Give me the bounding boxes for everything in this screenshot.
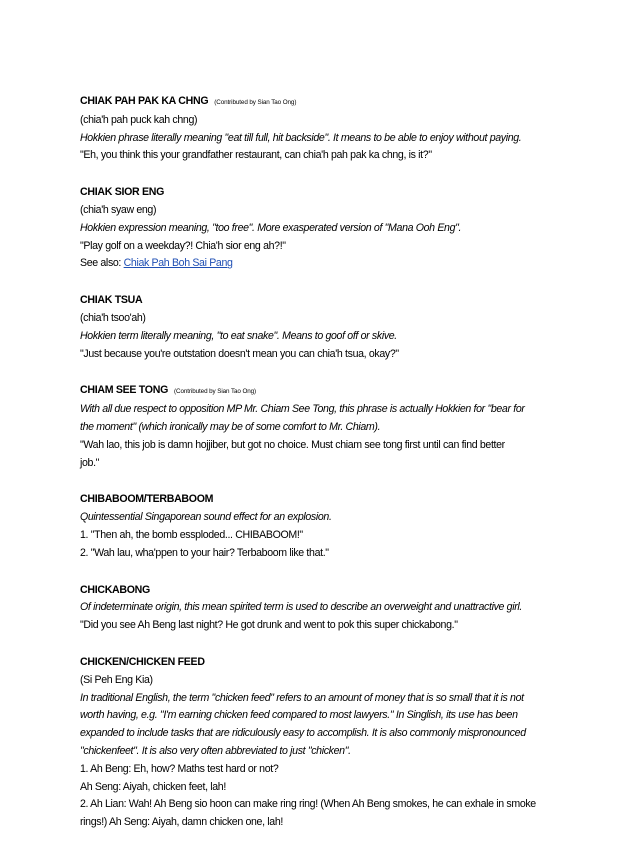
entry-definition: "chickenfeet". It is also very often abbreviated to just "chicken". (80, 744, 351, 757)
entry-chicken-feed (80, 654, 580, 832)
entry-definition: worth having, e.g. "I'm earning chicken feed compared to most lawyers." In Singlish, its use has been (80, 709, 518, 722)
entry-example: 1. "Then ah, the bomb essploded... CHIBABOOM!" (80, 528, 303, 541)
entry-definition: the moment" (which ironically may be of some comfort to Mr. Chiam). (80, 420, 381, 433)
entry-definition: With all due respect to opposition MP Mr. Chiam See Tong, this phrase is actually Hokkien for "bear for (80, 403, 525, 416)
entry-example: 2. Ah Lian: Wah! Ah Beng sio hoon can make ring ring! (When Ah Beng smokes, he can exhale in smoke (80, 798, 536, 811)
entry-chiam-see-tong (80, 382, 580, 472)
entry-example: 1. Ah Beng: Eh, how? Maths test hard or not? (80, 762, 279, 775)
entry-example: "Play golf on a weekday?! Chia'h sior eng ah?!" (80, 239, 286, 252)
entry-example: Ah Seng: Aiyah, chicken feet, lah! (80, 780, 226, 793)
entry-definition: Quintessential Singaporean sound effect for an explosion. (80, 511, 332, 524)
entry-chibaboom (80, 491, 580, 562)
document-page (80, 93, 580, 851)
contributor-note: (Contributed by Sian Tao Ong) (174, 388, 257, 396)
entry-definition: expanded to include tasks that are ridiculously easy to accomplish. It is also commonly mispronounced (80, 727, 526, 740)
entry-term: CHIAM SEE TONG (80, 384, 169, 397)
see-also-label: See also: (80, 257, 124, 270)
entry-example: job." (80, 456, 100, 469)
entry-example: "Just because you're outstation doesn't mean you can chia'h tsua, okay?" (80, 347, 399, 360)
entry-term: CHICKABONG (80, 583, 150, 596)
entry-term: CHIAK PAH PAK KA CHNG (80, 95, 209, 107)
entry-example: "Eh, you think this your grandfather restaurant, can chia'h pah pak ka chng, is it?" (80, 149, 432, 162)
entry-pronunciation: (Si Peh Eng Kia) (80, 673, 153, 686)
entry-term: CHICKEN/CHICKEN FEED (80, 655, 205, 668)
entry-pronunciation: (chia'h pah puck kah chng) (80, 113, 198, 126)
entry-definition: Hokkien term literally meaning, "to eat snake". Means to goof off or skive. (80, 329, 397, 342)
contributor-note: (Contributed by Sian Tao Ong) (214, 99, 297, 106)
see-also (80, 255, 580, 273)
entry-definition: Hokkien expression meaning, "too free". More exasperated version of "Mana Ooh Eng". (80, 221, 462, 234)
entry-term: CHIAK SIOR ENG (80, 186, 165, 199)
entry-chiak-tsua (80, 292, 580, 363)
entry-pronunciation: (chia'h syaw eng) (80, 203, 157, 216)
entry-definition: In traditional English, the term "chicken feed" refers to an amount of money that is so small that it is not (80, 691, 524, 704)
entry-term: CHIBABOOM/TERBABOOM (80, 493, 214, 506)
entry-example: 2. "Wah lau, wha'ppen to your hair? Terbaboom like that." (80, 546, 329, 559)
entry-example: "Did you see Ah Beng last night? He got drunk and went to pok this super chickabong." (80, 619, 458, 632)
see-also-link[interactable]: Chiak Pah Boh Sai Pang (123, 257, 233, 270)
entry-chiak-sior-eng (80, 184, 580, 273)
entry-example: "Wah lao, this job is damn hojjiber, but got no choice. Must chiam see tong first until can find better (80, 438, 505, 451)
entry-chiak-pah-pak-ka-chng (80, 93, 580, 165)
entry-definition: Of indeterminate origin, this mean spirited term is used to describe an overweight and unattractive girl. (80, 601, 522, 614)
entry-pronunciation: (chia'h tsoo'ah) (80, 311, 146, 324)
entry-term: CHIAK TSUA (80, 294, 143, 307)
entry-chickabong (80, 582, 580, 635)
entry-example: rings!) Ah Seng: Aiyah, damn chicken one, lah! (80, 816, 283, 829)
entry-definition: Hokkien phrase literally meaning "eat till full, hit backside". It means to be able to enjoy without paying. (80, 131, 522, 144)
